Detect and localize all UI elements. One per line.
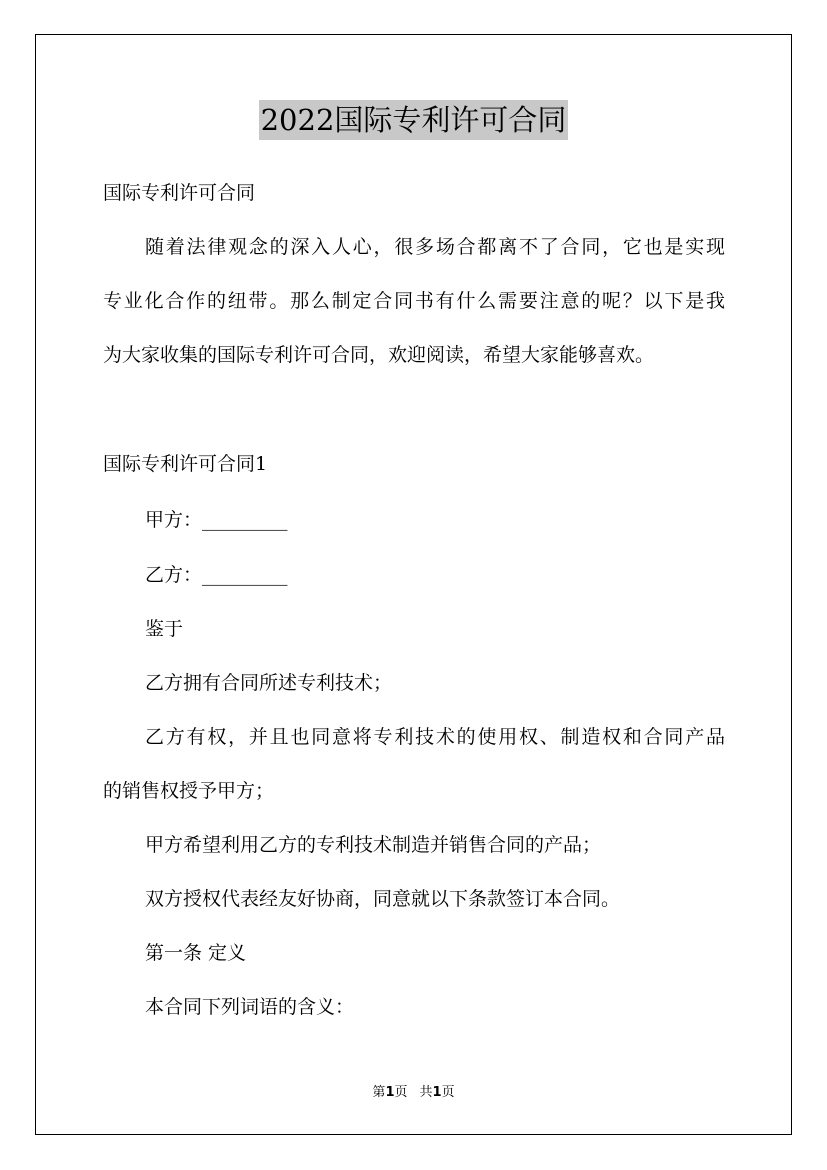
paragraph-line: 乙方拥有合同所述专利技术； [145,672,393,694]
article-heading: 第一条 定义 [145,942,247,964]
footer-page-mid: 页 [394,1085,408,1100]
whereas-line: 鉴于 [145,618,184,640]
contract-heading: 国际专利许可合同1 [103,453,268,475]
paragraph-line: 为大家收集的国际专利许可合同，欢迎阅读，希望大家能够喜欢。 [103,344,655,366]
title-container [0,100,827,140]
paragraph-line: 乙方有权，并且也同意将专利技术的使用权、制造权和合同产品 [145,726,725,748]
footer-page-prefix: 第 [372,1085,386,1100]
paragraph-line: 本合同下列词语的含义： [145,996,355,1018]
paragraph-line: 随着法律观念的深入人心，很多场合都离不了合同，它也是实现 [145,236,725,258]
paragraph-line: 双方授权代表经友好协商，同意就以下条款签订本合同。 [145,888,621,910]
footer-total-suffix: 页 [441,1085,455,1100]
page-footer [0,1084,827,1102]
paragraph-line: 专业化合作的纽带。那么制定合同书有什么需要注意的呢？以下是我 [103,290,725,312]
footer-page-total: 1 [432,1085,442,1100]
document-title: 2022国际专利许可合同 [259,100,569,140]
party-a-line: 甲方：_________ [145,509,288,531]
paragraph-line: 的销售权授予甲方； [103,780,275,802]
footer-total-prefix: 共 [419,1085,433,1100]
party-b-line: 乙方：_________ [145,564,288,586]
footer-page-current: 1 [385,1085,395,1100]
paragraph-line: 甲方希望利用乙方的专利技术制造并销售合同的产品； [145,834,602,856]
section-heading: 国际专利许可合同 [103,182,256,204]
